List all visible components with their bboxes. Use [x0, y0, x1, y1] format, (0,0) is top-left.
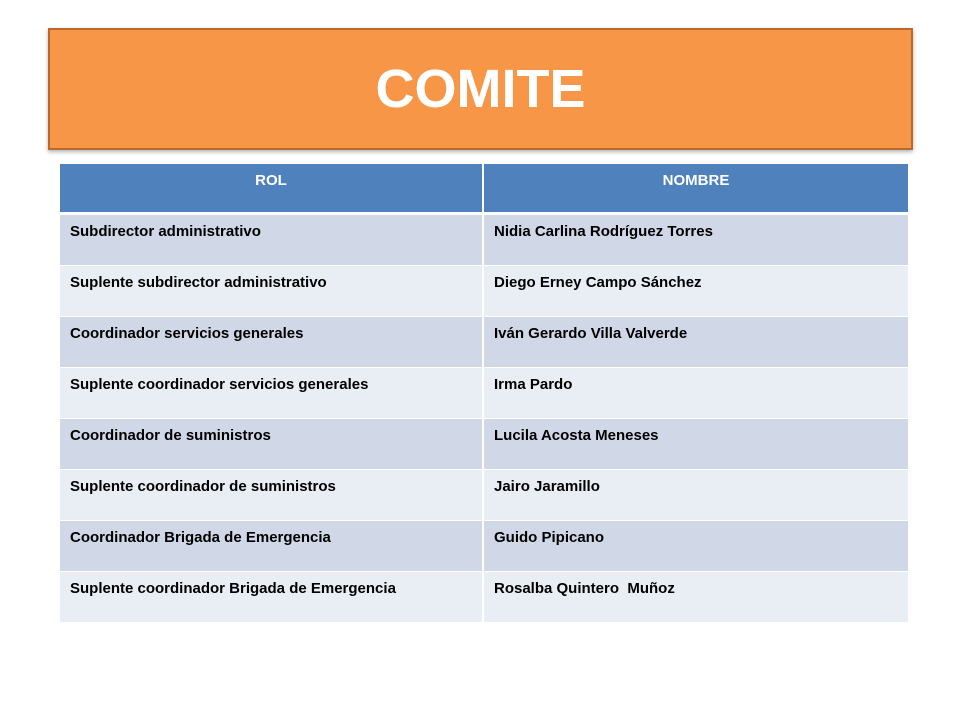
rol-cell: Coordinador Brigada de Emergencia	[60, 521, 484, 572]
rol-cell: Suplente coordinador servicios generales	[60, 368, 484, 419]
nombre-cell: Jairo Jaramillo	[484, 470, 908, 521]
rol-cell: Suplente coordinador Brigada de Emergencia	[60, 572, 484, 623]
rol-cell: Subdirector administrativo	[60, 215, 484, 266]
table-row	[60, 266, 908, 317]
table-row	[60, 368, 908, 419]
table-row	[60, 572, 908, 623]
table-row	[60, 419, 908, 470]
rol-cell: Coordinador servicios generales	[60, 317, 484, 368]
rol-cell: Suplente subdirector administrativo	[60, 266, 484, 317]
nombre-cell: Diego Erney Campo Sánchez	[484, 266, 908, 317]
title-banner	[48, 28, 913, 150]
nombre-cell: Nidia Carlina Rodríguez Torres	[484, 215, 908, 266]
table-row	[60, 215, 908, 266]
nombre-cell: Guido Pipicano	[484, 521, 908, 572]
rol-cell: Suplente coordinador de suministros	[60, 470, 484, 521]
table-header-row	[60, 164, 908, 215]
table-row	[60, 521, 908, 572]
table-row	[60, 317, 908, 368]
committee-table	[60, 164, 908, 623]
column-header-rol: ROL	[60, 164, 484, 215]
nombre-cell: Rosalba Quintero Muñoz	[484, 572, 908, 623]
nombre-cell: Iván Gerardo Villa Valverde	[484, 317, 908, 368]
table-row	[60, 470, 908, 521]
column-header-nombre: NOMBRE	[484, 164, 908, 215]
nombre-cell: Irma Pardo	[484, 368, 908, 419]
rol-cell: Coordinador de suministros	[60, 419, 484, 470]
nombre-cell: Lucila Acosta Meneses	[484, 419, 908, 470]
slide-title: COMITE	[375, 59, 586, 119]
